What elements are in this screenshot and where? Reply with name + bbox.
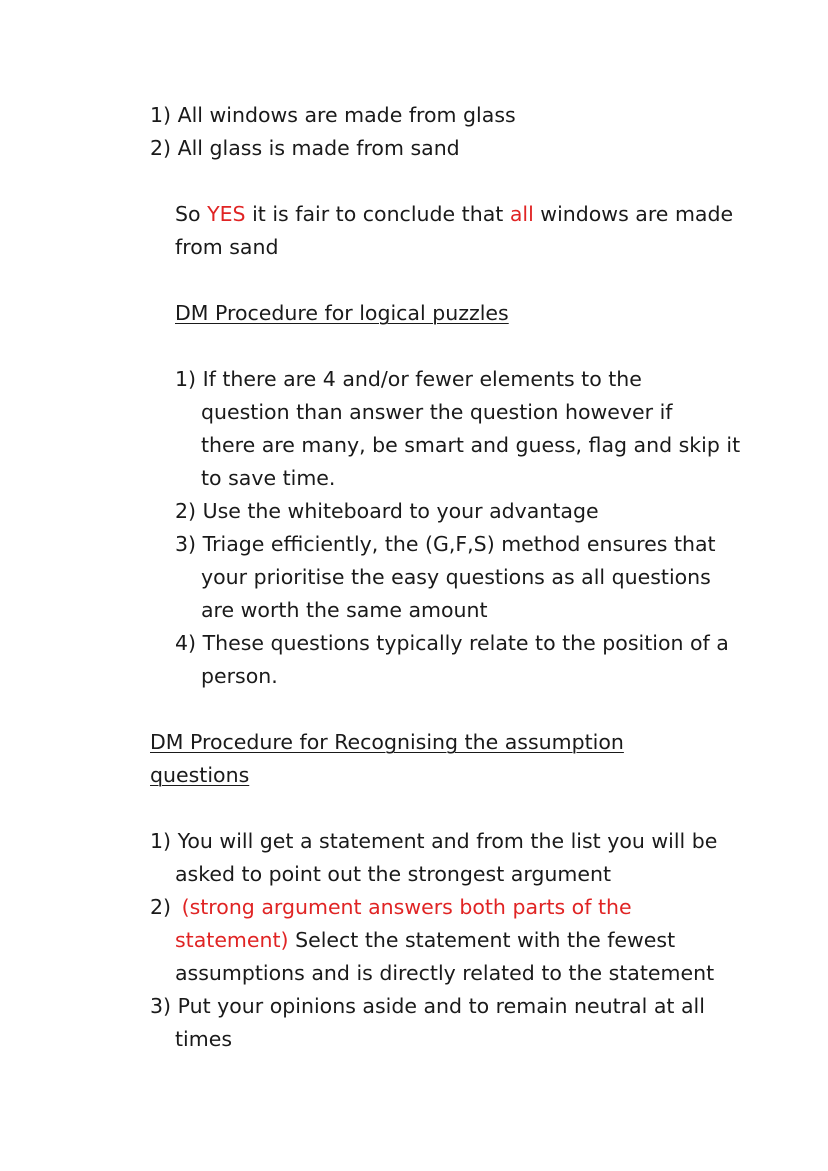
section1-item-4 <box>175 627 729 660</box>
section1-item-3-cont: your prioritise the easy questions as all questions <box>201 565 711 589</box>
item-text: Select the statement with the fewest <box>288 928 676 952</box>
section1-item-3 <box>175 528 716 561</box>
intro-item-number: 2) <box>150 136 172 160</box>
conclusion-middle: it is fair to conclude that <box>245 202 510 226</box>
item-number: 1) <box>175 367 197 391</box>
section2-item-2-cont <box>175 924 675 957</box>
section2-heading-line-2: questions <box>150 763 250 787</box>
item-number: 2) <box>175 499 197 523</box>
conclusion-line-2: from sand <box>175 235 279 259</box>
conclusion-prefix: So <box>175 202 208 226</box>
conclusion-yes: YES <box>207 202 246 226</box>
item-number: 1) <box>150 829 172 853</box>
section1-item-1-cont: to save time. <box>201 466 336 490</box>
item-text: Put your opinions aside and to remain neutral at all <box>177 994 705 1018</box>
item-text: Use the whiteboard to your advantage <box>202 499 599 523</box>
section2-item-1-cont: asked to point out the strongest argument <box>175 862 612 886</box>
intro-item-text: All glass is made from sand <box>177 136 460 160</box>
item-number: 4) <box>175 631 197 655</box>
section1-item-1-cont: question than answer the question however if <box>201 400 673 424</box>
section1-item-2 <box>175 495 599 528</box>
section1-item-1 <box>175 363 642 396</box>
section2-heading-line-1: DM Procedure for Recognising the assumption <box>150 730 624 754</box>
section1-item-3-cont: are worth the same amount <box>201 598 488 622</box>
section2-item-1 <box>150 825 717 858</box>
item-number: 3) <box>150 994 172 1018</box>
conclusion-all: all <box>509 202 534 226</box>
item-number: 3) <box>175 532 197 556</box>
item-text: You will get a statement and from the list you will be <box>177 829 718 853</box>
section1-item-4-cont: person. <box>201 664 278 688</box>
item-number: 2) <box>150 895 172 919</box>
intro-item-number: 1) <box>150 103 172 127</box>
section2-item-2-cont: assumptions and is directly related to the statement <box>175 961 715 985</box>
section2-item-3-cont: times <box>175 1027 232 1051</box>
item-red-text: (strong argument answers both parts of the <box>181 895 632 919</box>
item-red-text: statement) <box>175 928 289 952</box>
intro-item-1 <box>150 99 516 132</box>
conclusion-suffix: windows are made <box>533 202 734 226</box>
intro-item-text: All windows are made from glass <box>177 103 516 127</box>
item-text: Triage efficiently, the (G,F,S) method ensures that <box>202 532 716 556</box>
section2-item-3 <box>150 990 705 1023</box>
section2-item-2 <box>150 891 632 924</box>
item-text: If there are 4 and/or fewer elements to the <box>202 367 642 391</box>
section1-item-1-cont: there are many, be smart and guess, flag and skip it <box>201 433 741 457</box>
intro-item-2 <box>150 132 460 165</box>
conclusion-line-1 <box>175 198 733 231</box>
section1-heading: DM Procedure for logical puzzles <box>175 301 509 325</box>
item-text: These questions typically relate to the position of a <box>202 631 729 655</box>
